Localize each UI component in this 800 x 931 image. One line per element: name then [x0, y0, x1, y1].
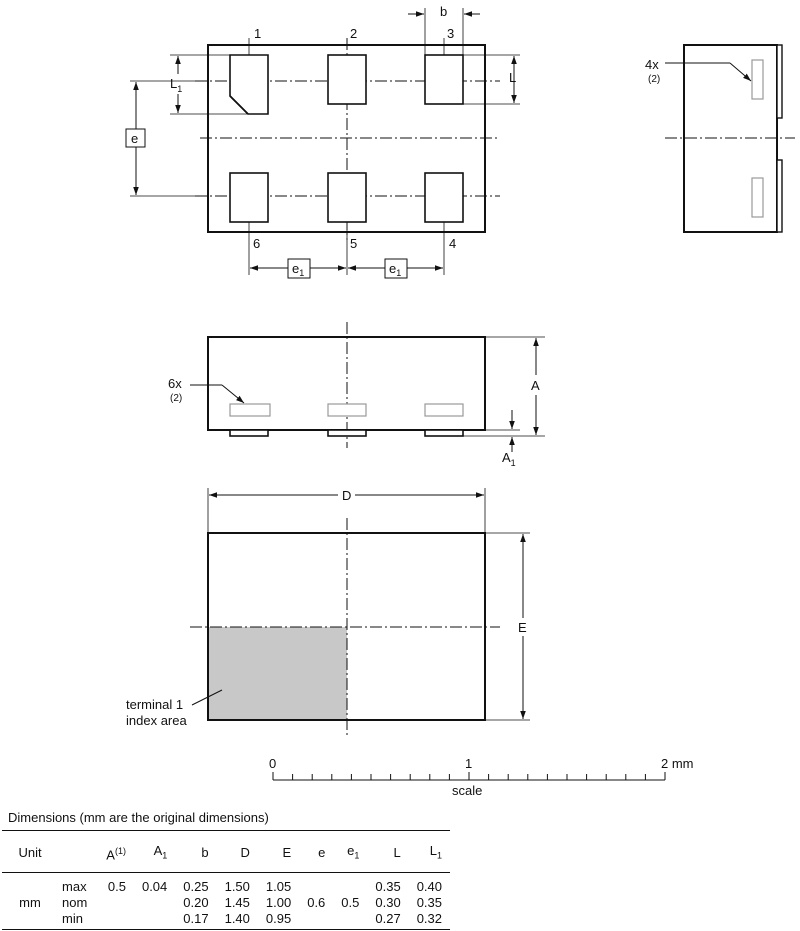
dimensions-row-label: max — [62, 878, 87, 894]
dimensions-value-cell — [333, 911, 367, 930]
dimensions-header-cell: $A_1$ — [134, 831, 175, 873]
dimension-label-e: e — [131, 131, 139, 146]
dimensions-header-cell: L — [367, 831, 408, 873]
dimension-label-A1: $A_1$ — [502, 450, 516, 468]
dimensions-header-cell: Unit — [2, 831, 58, 873]
dimensions-value-cell: 0.35 — [375, 878, 401, 894]
dimensions-value-cell — [299, 872, 333, 895]
dimensions-value-cell: 1.05 — [265, 878, 292, 894]
index-area-label-line1: terminal 1 — [126, 697, 184, 712]
dimensions-value-cell: 0.04 — [141, 878, 168, 894]
scale-tick-label-2: 2 mm — [661, 756, 694, 771]
dimensions-title: Dimensions (mm are the original dimensions) — [8, 810, 269, 825]
pin-number-1: 1 — [254, 26, 262, 41]
dimensions-value-cell: 0.5 — [341, 894, 360, 910]
front-view-terminal-3 — [425, 404, 463, 416]
pad-3 — [425, 55, 463, 104]
side-view-terminal-lower — [752, 178, 763, 217]
front-view — [168, 322, 545, 468]
dimensions-row-label: min — [58, 911, 98, 930]
dimensions-value-cell: 1.00 — [265, 894, 292, 910]
dimension-label-E: E — [518, 620, 527, 635]
dimensions-value-cell: 0.6 — [307, 894, 326, 910]
dimensions-header-cell — [58, 831, 98, 873]
scale-tick-label-0: 0 — [269, 756, 277, 771]
dimensions-value-cell — [98, 895, 134, 911]
front-view-terminal-1 — [230, 404, 270, 416]
top-view — [126, 4, 520, 278]
terminal-1-index-area — [208, 627, 347, 720]
dimensions-value-cell: 0.25 — [183, 878, 209, 894]
dimensions-header-cell: $A^{(1)}$ — [98, 831, 134, 873]
dimensions-value-cell: 1.45 — [224, 894, 250, 910]
dimensions-value-cell: 0.17 — [175, 911, 216, 930]
pin-number-4: 4 — [449, 236, 457, 251]
dimension-label-b: b — [440, 4, 448, 19]
dimensions-header-cell: E — [258, 831, 299, 873]
side-view-note: (2) — [648, 74, 661, 85]
dimension-label-e1-right: $e_1$ — [389, 261, 402, 278]
pin-number-3: 3 — [447, 26, 455, 41]
front-view-note: (2) — [170, 393, 183, 404]
scale-label: scale — [452, 783, 483, 798]
dimensions-value-cell: 0.20 — [183, 894, 209, 910]
pad-6 — [230, 173, 268, 222]
dimensions-header-row — [2, 831, 450, 873]
dimension-label-L1: $L_1$ — [170, 76, 183, 94]
dimensions-value-cell: 0.30 — [375, 894, 401, 910]
dimensions-unit-cell — [2, 872, 58, 895]
dimensions-value-cell: 0.35 — [416, 894, 442, 910]
pad-4 — [425, 173, 463, 222]
scale-bar — [269, 756, 694, 798]
pin-number-5: 5 — [350, 236, 358, 251]
bottom-view — [126, 488, 530, 738]
dimensions-value-cell — [98, 911, 134, 930]
front-view-terminal-2 — [328, 404, 366, 416]
scale-ticks — [273, 772, 665, 780]
dimensions-value-cell: 0.32 — [409, 911, 450, 930]
pin-number-6: 6 — [253, 236, 261, 251]
dimensions-value-cell — [134, 911, 175, 930]
dimension-label-L: L — [509, 70, 517, 85]
dimensions-row — [2, 872, 450, 895]
dimension-label-e1-left: $e_1$ — [292, 261, 305, 278]
index-area-label-line2: index area — [126, 713, 187, 728]
dimension-label-A: A — [531, 378, 540, 393]
dimensions-value-cell — [299, 911, 333, 930]
dimensions-value-cell: 0.40 — [416, 878, 442, 894]
side-view-count: 4x — [645, 57, 659, 72]
dimensions-row-label: nom — [62, 894, 88, 910]
dimensions-unit-cell: mm — [19, 894, 41, 910]
dimensions-value-cell: 0.27 — [367, 911, 408, 930]
dimensions-header-cell: $e_1$ — [333, 831, 367, 873]
dimension-label-D: D — [342, 488, 352, 503]
dimensions-header-cell: e — [299, 831, 333, 873]
dimensions-unit-cell — [2, 911, 58, 930]
dimensions-value-cell: 1.40 — [217, 911, 258, 930]
pad-5 — [328, 173, 366, 222]
dimensions-header-cell: D — [217, 831, 258, 873]
dimensions-row — [2, 911, 450, 930]
side-view-terminal-upper — [752, 60, 763, 99]
dimensions-value-cell: 0.5 — [107, 878, 126, 894]
scale-tick-label-1: 1 — [465, 756, 473, 771]
dimensions-row — [2, 895, 450, 911]
dimensions-header-cell: b — [175, 831, 216, 873]
pad-2 — [328, 55, 366, 104]
side-view — [645, 45, 795, 232]
dimensions-value-cell — [134, 895, 175, 911]
dimensions-table — [2, 830, 450, 930]
front-view-count: 6x — [168, 376, 182, 391]
dimensions-value-cell: 0.95 — [258, 911, 299, 930]
dimensions-header-cell: $L_1$ — [409, 831, 450, 873]
dimensions-value-cell: 1.50 — [224, 878, 250, 894]
dimensions-value-cell — [333, 872, 367, 895]
pin-number-2: 2 — [350, 26, 358, 41]
